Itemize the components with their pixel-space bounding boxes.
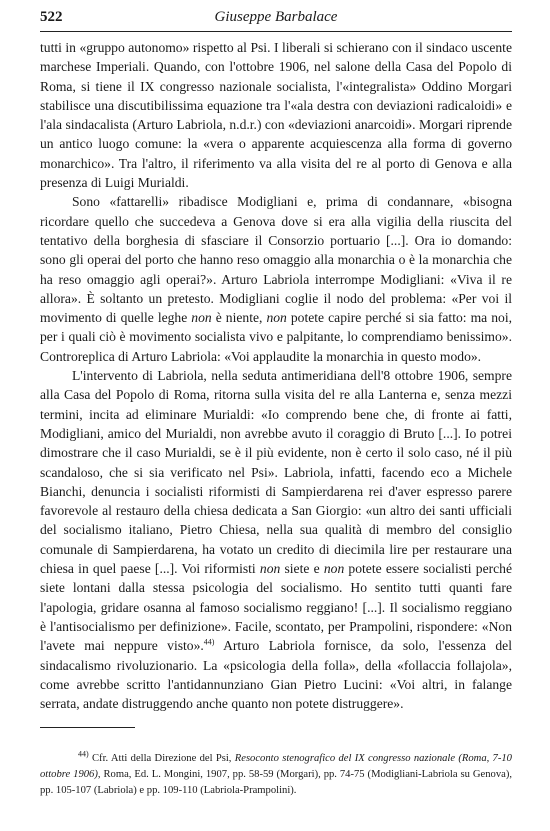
header-rule — [40, 31, 512, 32]
page-header — [40, 9, 512, 31]
text-run: L'intervento di Labriola, nella seduta antimeridiana dell'8 ottobre 1906, sempre alla Casa del Popolo di Roma, ritorna sulla visita del re alla Lanterna e, senza mezzi termini, incita ad eliminare Murialdi: «Io comprendo bene che, di fronte ai fatti, Modigliani, amico del Murialdi, non avrebbe avuto il coraggio di Bruto [...]. Io potrei dimostrare che il caso Murialdi, se è il più evidente, non è certo il solo caso, né il più scandaloso, che si sia verificato nel Psi». Labriola, infatti, facendo eco a Michele Bianchi, denuncia i socialisti riformisti di Sampierdarena rei d'aver espresso parere favorevole al restauro della chiesa dedicata a San Giorgio: «un altro dei santi ufficiali del socialismo italiano, Pietro Chiesa, nella sua qualità di membro del consiglio comunale di Sampierdarena, ha votato un credito di diecimila lire per restaurare una chiesa in quel paese [...]. Voi riformisti — [40, 368, 512, 577]
page-number: 522 — [40, 9, 63, 25]
text-run: siete e — [280, 561, 324, 577]
paragraph — [40, 192, 512, 366]
text-run: , Roma, Ed. L. Mongini, 1907, pp. 58-59 (Morgari), pp. 74-75 (Modigliani-Labriola su Genova), pp. 105-107 (Labriola) e pp. 109-110 (Labriola-Prampolini). — [40, 769, 512, 796]
body-text — [40, 38, 512, 713]
text-run: potete essere socialisti perché siete lontani dalla stessa psicologia del socialismo. Ho sentito tutti quanti fare l'apologia, gridare osanna al famoso socialismo reggiano! [...]. Il socialismo reggiano è l'antisocialismo per definizione». Facile, scontato, per Prampolini, rispondere: «Non l'avete mai neppure visto». — [40, 561, 512, 654]
italic-text: non — [323, 561, 345, 577]
text-run: potete capire perché si sia fatto: ma noi, per i quali ciò è movimento socialista vivo e palpitante, lo comprendiamo benissimo». Controreplica di Arturo Labriola: «Voi applaudite la monarchia in questo modo». — [40, 310, 512, 364]
paragraph — [40, 366, 512, 713]
italic-text: non — [259, 561, 281, 577]
footnote-marker: 44) — [203, 637, 215, 647]
paragraph — [40, 38, 512, 192]
italic-text: Resoconto stenografico del IX congresso nazionale (Roma, 7-10 ottobre 1906) — [40, 753, 512, 780]
footnote — [40, 751, 512, 799]
italic-text: non — [191, 310, 212, 326]
text-run: Arturo Labriola fornisce, da solo, l'essenza del sindacalismo rivoluzionario. La «psicologia della folla», della «follaccia follajola», come avrebbe scritto l'antidannunziano Gian Pietro Lucini: «Voi altri, in falange serrata, andate distruggendo anche quanto non potete distruggere». — [40, 638, 512, 712]
running-title: Giuseppe Barbalace — [214, 9, 338, 25]
italic-text: non — [266, 310, 287, 326]
text-run: è niente, — [211, 310, 267, 326]
footnote-rule — [40, 727, 135, 728]
footnote-marker: 44) — [78, 749, 89, 759]
text-run: Sono «fattarelli» ribadisce Modigliani e, prima di condannare, «bisogna ricordare quello che succedeva a Genova dove si era alla vigilia della riuscita del tentativo della borghesia di sfasciare il Consorzio portuario [...]. Ora io domando: sono gli operai del porto che hanno reso omaggio alla monarchia o è la monarchia che ha reso omaggio agli operai?». Arturo Labriola interrompe Modigliani: «Viva il re allora». È soltanto un pretesto. Modigliani coglie il nodo del problema: «Per voi il movimento di quelle leghe — [40, 194, 512, 326]
text-run: tutti in «gruppo autonomo» rispetto al Psi. I liberali si schierano con il sindaco uscente marchese Imperiali. Quando, con l'ottobre 1906, nel salone della Casa del Popolo di Roma, si tiene il IX congresso nazionale socialista, l'«integralista» Oddino Morgari stabilisce una discutibilissima equazione tra l'«ala destra con deviazioni radicaloidi» e l'ala sindacalista (Arturo Labriola, n.d.r.) con «deviazioni anarcoidi». Morgari riprende un antico luogo comune: la «vera o apparente acquiescenza alla forma di governo monarchico». Tra l'altro, il riferimento va alla visita del re al porto di Genova e alla presenza di Luigi Murialdi. — [40, 40, 512, 191]
text-run: Cfr. Atti della Direzione del Psi, — [88, 753, 235, 764]
